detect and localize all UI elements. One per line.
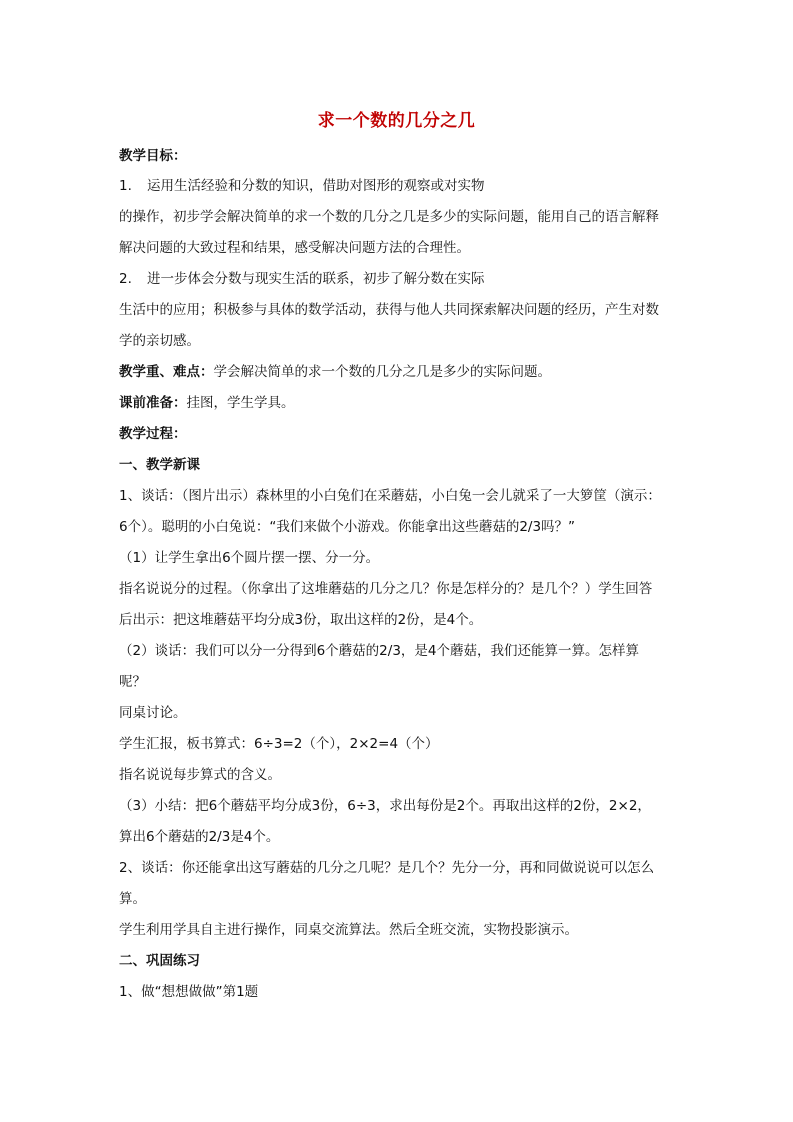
goal-1-line-1 bbox=[119, 177, 679, 195]
goal-1-text: 运用生活经验和分数的知识，借助对图形的观察或对实物 bbox=[147, 178, 485, 194]
process-heading: 教学过程： bbox=[119, 426, 187, 442]
paragraph-4-line-1: （2）谈话：我们可以分一分得到6个蘑菇的2/3，是4个蘑菇，我们还能算一算。怎样算 bbox=[119, 643, 639, 659]
paragraph-8-line-1: （3）小结：把6个蘑菇平均分成3份，6÷3，求出每份是2个。再取出这样的2份，2×2， bbox=[119, 798, 651, 814]
goal-2-text: 进一步体会分数与现实生活的联系，初步了解分数在实际 bbox=[147, 271, 485, 287]
preparation-label: 课前准备： bbox=[119, 395, 187, 411]
paragraph-10: 学生利用学具自主进行操作，同桌交流算法。然后全班交流，实物投影演示。 bbox=[119, 922, 578, 938]
paragraph-4-line-2: 呢？ bbox=[119, 674, 146, 690]
paragraph-3-line-1: 指名说说分的过程。（你拿出了这堆蘑菇的几分之几？你是怎样分的？是几个？）学生回答 bbox=[119, 581, 653, 597]
goals-heading: 教学目标： bbox=[119, 148, 187, 164]
paragraph-8-line-2: 算出6个蘑菇的2/3是4个。 bbox=[119, 829, 280, 845]
key-points bbox=[119, 363, 679, 381]
paragraph-3-line-2: 后出示：把这堆蘑菇平均分成3份，取出这样的2份，是4个。 bbox=[119, 612, 483, 628]
paragraph-5: 同桌讨论。 bbox=[119, 705, 187, 721]
section-2-heading: 二、巩固练习 bbox=[119, 953, 200, 969]
goal-1-number: 1. bbox=[119, 178, 132, 194]
paragraph-1-line-2: 6个）。聪明的小白兔说：“我们来做个小游戏。你能拿出这些蘑菇的2/3吗？” bbox=[119, 519, 576, 535]
paragraph-1-line-1: 1、谈话：（图片出示）森林里的小白兔们在采蘑菇，小白兔一会儿就采了一大箩筐（演示： bbox=[119, 488, 661, 504]
paragraph-9-line-1: 2、谈话：你还能拿出这写蘑菇的几分之几呢？是几个？先分一分，再和同做说说可以怎么 bbox=[119, 860, 655, 876]
goal-2-line-1 bbox=[119, 270, 679, 288]
paragraph-6: 学生汇报，板书算式：6÷3=2（个），2×2=4（个） bbox=[119, 736, 439, 752]
goal-2-number: 2. bbox=[119, 271, 132, 287]
paragraph-7: 指名说说每步算式的含义。 bbox=[119, 767, 281, 783]
key-points-label: 教学重、难点： bbox=[119, 364, 214, 380]
preparation bbox=[119, 394, 679, 412]
paragraph-9-line-2: 算。 bbox=[119, 891, 146, 907]
key-points-text: 学会解决简单的求一个数的几分之几是多少的实际问题。 bbox=[213, 364, 551, 380]
goal-1-line-2: 的操作，初步学会解决简单的求一个数的几分之几是多少的实际问题，能用自己的语言解释 bbox=[119, 209, 659, 225]
paragraph-2: （1）让学生拿出6个圆片摆一摆、分一分。 bbox=[119, 550, 380, 566]
paragraph-11: 1、做“想想做做”第1题 bbox=[119, 984, 259, 1000]
preparation-text: 挂图，学生学具。 bbox=[186, 395, 295, 411]
goal-2-line-2: 生活中的应用；积极参与具体的数学活动，获得与他人共同探索解决问题的经历，产生对数 bbox=[119, 302, 659, 318]
page-title: 求一个数的几分之几 bbox=[317, 111, 476, 131]
goal-1-line-3: 解决问题的大致过程和结果，感受解决问题方法的合理性。 bbox=[119, 240, 470, 256]
goal-2-line-3: 学的亲切感。 bbox=[119, 333, 200, 349]
section-1-heading: 一、教学新课 bbox=[119, 457, 200, 473]
